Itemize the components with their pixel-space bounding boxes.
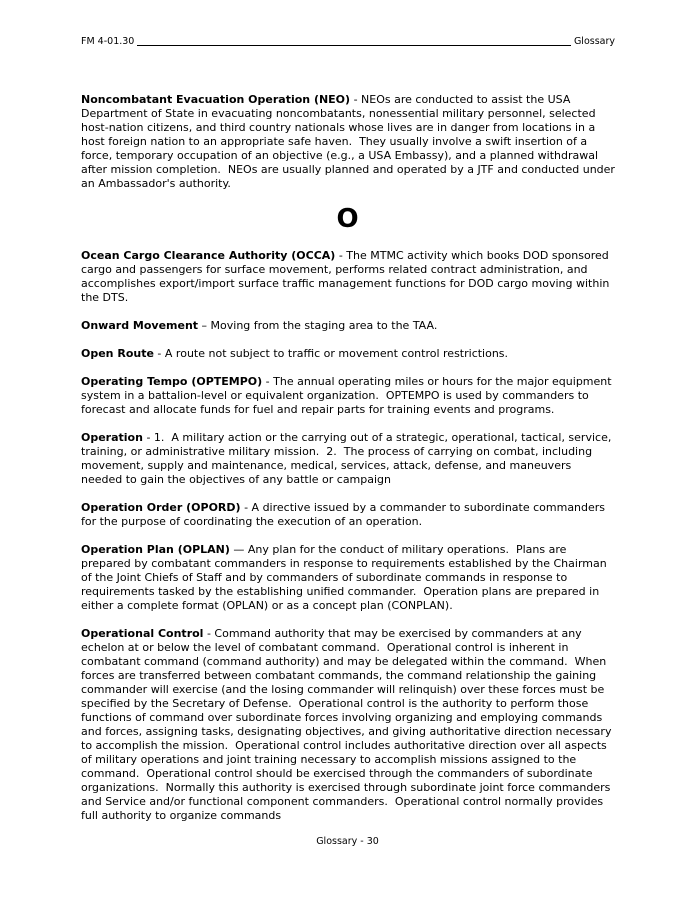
footer-page-label: Glossary - 30 [316,836,379,847]
glossary-entry [81,249,615,305]
section-letter-heading: O [336,204,360,234]
term-separator: - [350,93,362,106]
glossary-entry [81,347,615,361]
term-separator: - [142,431,154,444]
glossary-definition: The MTMC activity which books DOD sponsored cargo and passengers for surface movement, performs related contract administration, and accomplishes export/import surface traffic management functions for DOD cargo moving within the DTS. [81,249,613,304]
glossary-entry [81,319,615,333]
glossary-term: Noncombatant Evacuation Operation (NEO) [81,93,351,106]
glossary-term: Operation [81,431,143,444]
glossary-entry [81,93,619,191]
glossary-term: Open Route [81,347,154,360]
glossary-entry [81,375,615,417]
glossary-definition: A directive issued by a commander to subordinate commanders for the purpose of coordinating the execution of an operation. [81,501,609,528]
term-separator: - [335,249,347,262]
glossary-entry [81,501,615,529]
term-separator: — [229,543,248,556]
glossary-definition: Any plan for the conduct of military operations. Plans are prepared by combatant commanders in response to requirements established by the Chairman of the Joint Chiefs of Staff and by commanders of subordinate commands in response to requirements tasked by the establishing unified commander. Operation plans are prepared in either a complete format (OPLAN) or as a concept plan (CONPLAN). [81,543,611,612]
glossary-term: Onward Movement [81,319,199,332]
glossary-entry [81,543,615,613]
glossary-definition: A route not subject to traffic or movement control restrictions. [164,347,509,360]
glossary-term: Operation Plan (OPLAN) [81,543,230,556]
glossary-definition: Command authority that may be exercised by commanders at any echelon at or below the level of combatant command. Operational control is inherent in combatant command (command authority) and may be delegated within the command. When forces are transferred between combatant commands, the command relationship the gaining commander will exercise (and the losing commander will relinquish) over these forces must be specified by the Secretary of Defense. Operational control is the authority to perform those functions of command over subordinate forces involving organizing and employing commands and forces, assigning tasks, designating objectives, and giving authoritative direction necessary to accomplish the mission. Operational control includes authoritative direction over all aspects of military operations and joint training necessary to accomplish missions assigned to the command. Operational control should be exercised through the commanders of subordinate organizations. Normally this authority is exercised through subordinate joint force commanders and Service and/or functional component commanders. Operational control normally provides full authority to organize commands [81,627,615,822]
term-separator: – [198,319,211,332]
glossary-term: Operating Tempo (OPTEMPO) [81,375,263,388]
term-separator: - [240,501,252,514]
glossary-term: Ocean Cargo Clearance Authority (OCCA) [81,249,336,262]
term-separator: - [262,375,274,388]
header-section-label: Glossary [573,36,615,47]
glossary-definition: 1. A military action or the carrying out of a strategic, operational, tactical, service, training, or administrative military mission. 2. The process of carrying on combat, including movement, supply and maintenance, medical, services, attack, defense, and maneuvers needed to gain the objectives of any battle or campaign [81,431,615,486]
glossary-entry [81,627,615,823]
page-footer [0,836,695,847]
glossary-definition: The annual operating miles or hours for the major equipment system in a battalion-level or equivalent organization. OPTEMPO is used by commanders to forecast and allocate funds for fuel and repair parts for training events and programs. [81,375,616,416]
glossary-term: Operational Control [81,627,204,640]
glossary-content [81,93,619,837]
page-header [81,36,615,47]
term-separator: - [203,627,215,640]
glossary-definition: Moving from the staging area to the TAA. [210,319,438,332]
header-doc-id: FM 4-01.30 [81,36,135,47]
term-separator: - [153,347,165,360]
glossary-term: Operation Order (OPORD) [81,501,241,514]
glossary-entry [81,431,615,487]
glossary-definition: NEOs are conducted to assist the USA Department of State in evacuating noncombatants, nonessential military personnel, selected host-nation citizens, and third country nationals whose lives are in danger from locations in a host foreign nation to an appropriate safe haven. They usually involve a swift insertion of a force, temporary occupation of an objective (e.g., a USA Embassy), and a planned withdrawal after mission completion. NEOs are usually planned and operated by a JTF and conducted under an Ambassador's authority. [81,93,619,190]
header-rule [137,45,571,46]
